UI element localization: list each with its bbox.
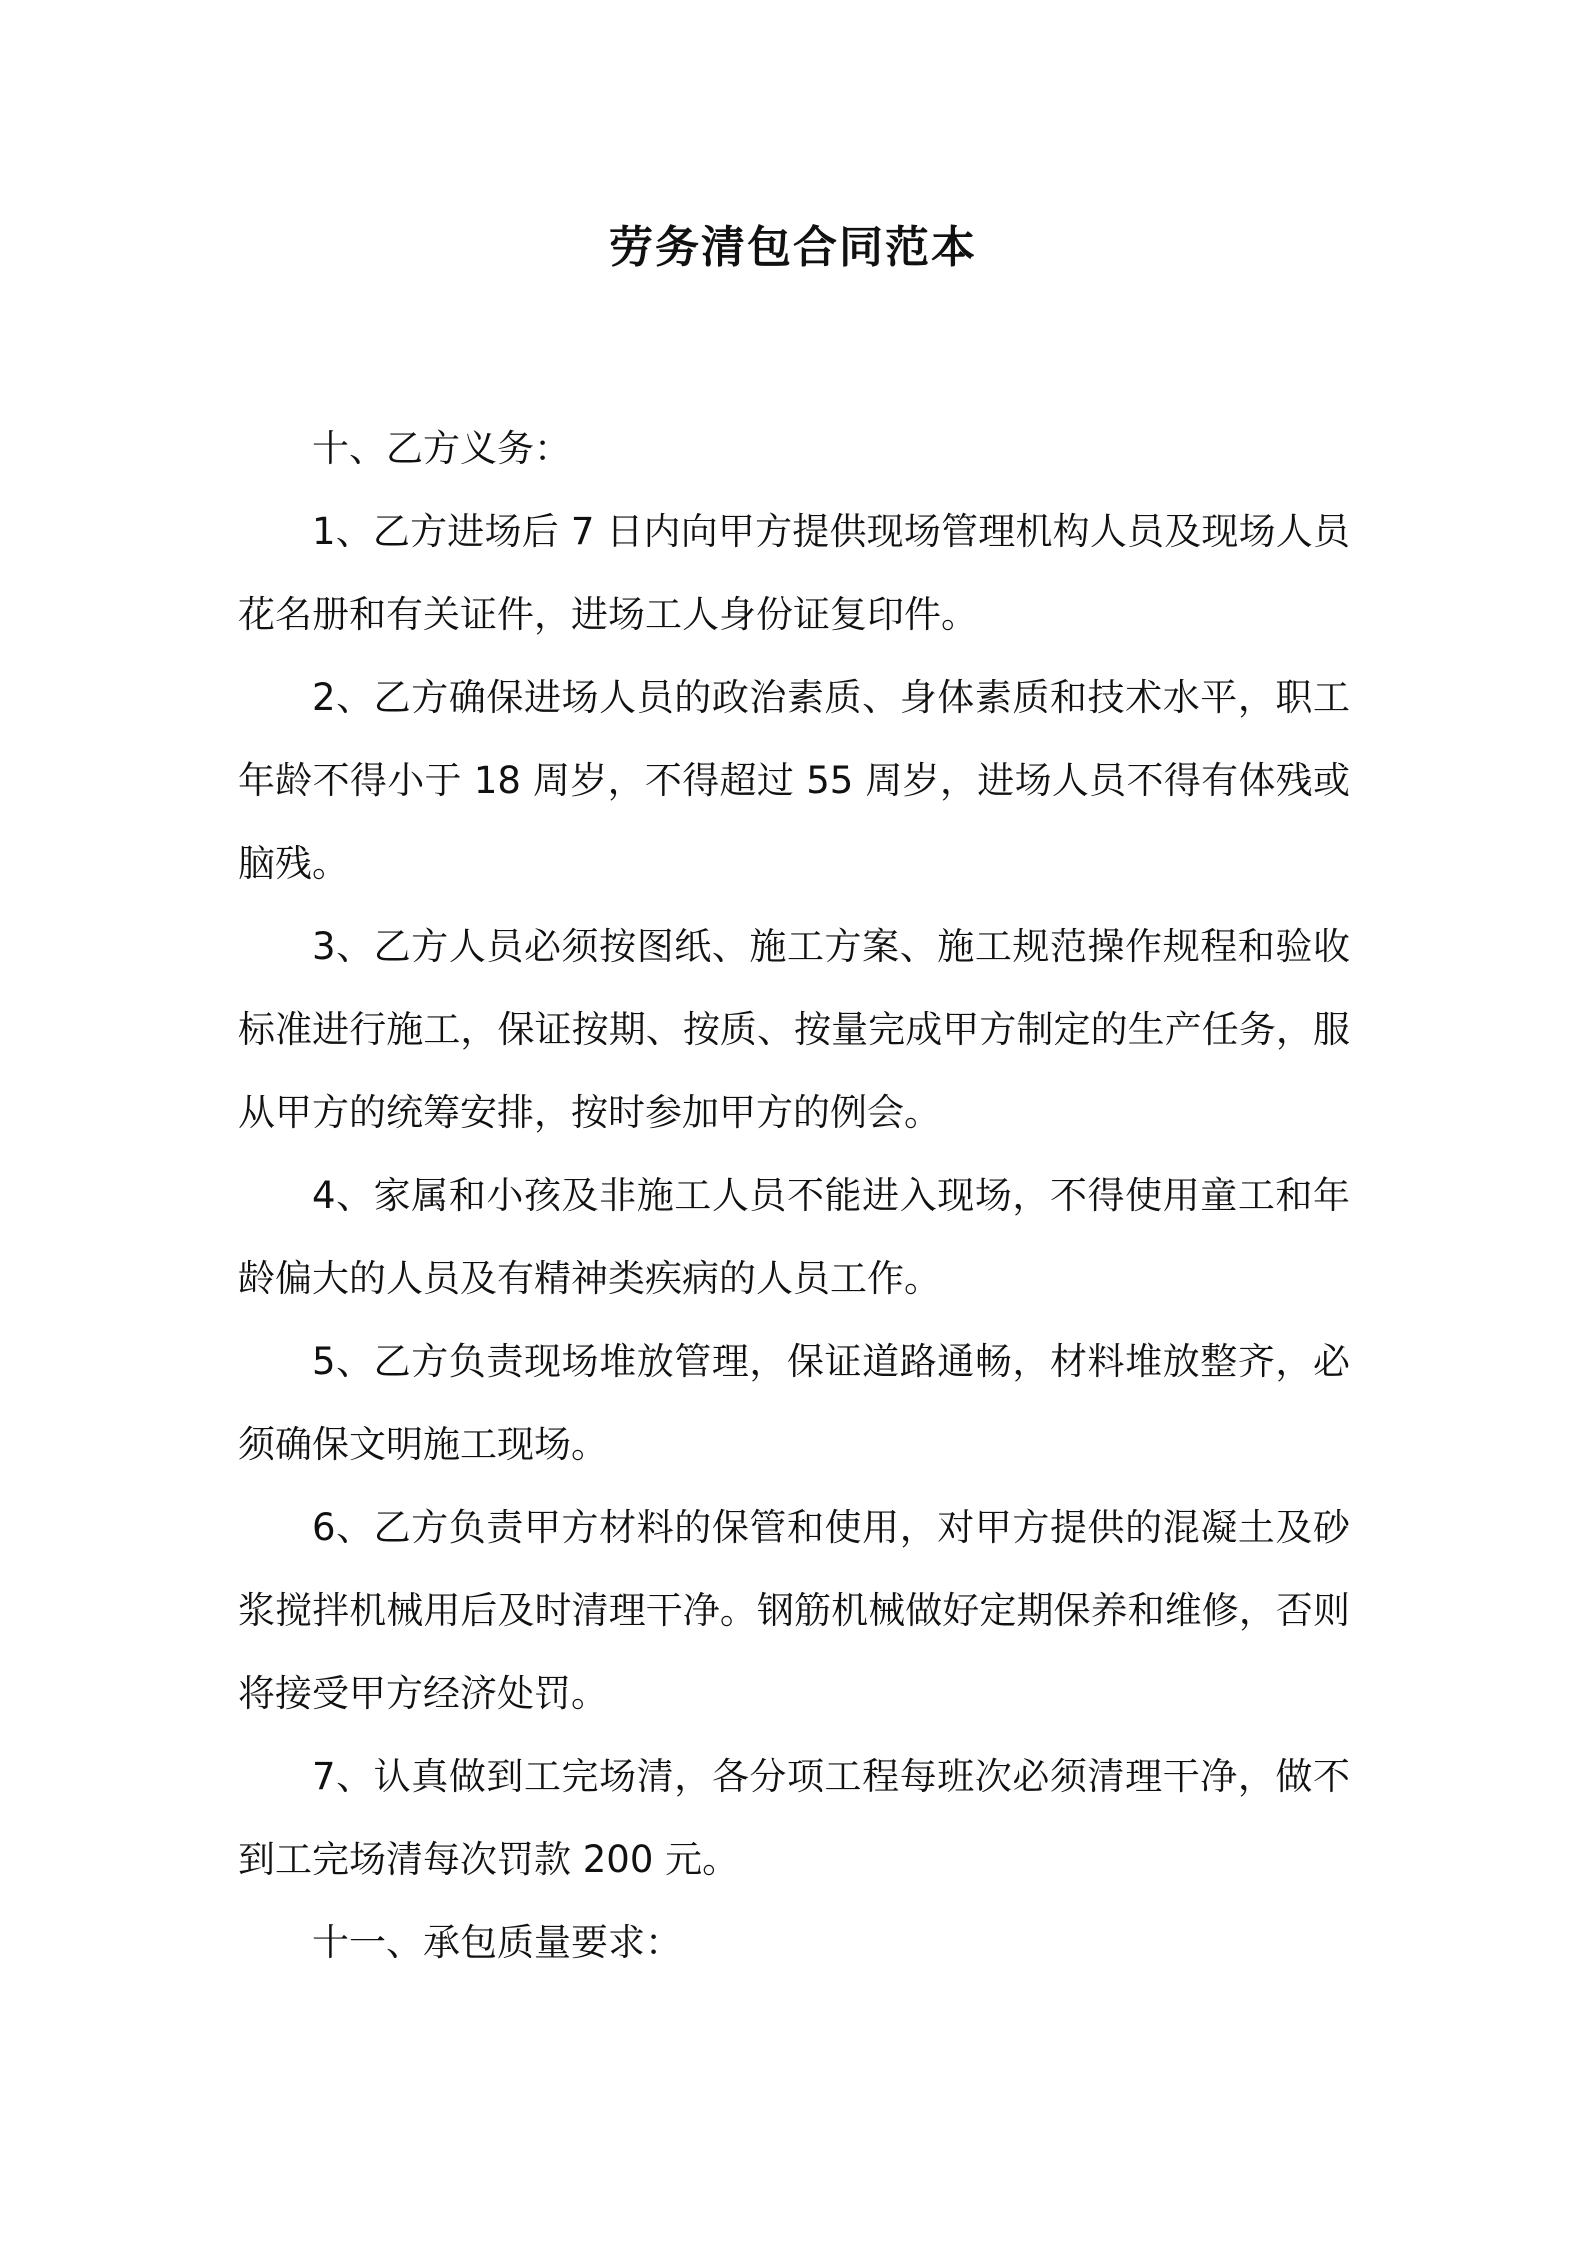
document-body	[238, 407, 1350, 1984]
clause-paragraph: 6、乙方负责甲方材料的保管和使用，对甲方提供的混凝土及砂浆搅拌机械用后及时清理干净。钢筋机械做好定期保养和维修，否则将接受甲方经济处罚。	[238, 1506, 1350, 1715]
clause-paragraph: 1、乙方进场后 7 日内向甲方提供现场管理机构人员及现场人员花名册和有关证件，进场工人身份证复印件。	[238, 510, 1350, 636]
clause-paragraph: 7、认真做到工完场清，各分项工程每班次必须清理干净，做不到工完场清每次罚款 200 元。	[238, 1755, 1350, 1881]
clause-paragraph: 2、乙方确保进场人员的政治素质、身体素质和技术水平，职工年龄不得小于 18 周岁，不得超过 55 周岁，进场人员不得有体残或脑残。	[238, 676, 1350, 885]
clause-paragraph: 4、家属和小孩及非施工人员不能进入现场，不得使用童工和年龄偏大的人员及有精神类疾病的人员工作。	[238, 1174, 1350, 1300]
section-heading: 十一、承包质量要求：	[312, 1921, 682, 1964]
clause-paragraph: 3、乙方人员必须按图纸、施工方案、施工规范操作规程和验收标准进行施工，保证按期、按质、按量完成甲方制定的生产任务，服从甲方的统筹安排，按时参加甲方的例会。	[238, 925, 1350, 1134]
section-heading: 十、乙方义务：	[312, 427, 571, 470]
clause-paragraph: 5、乙方负责现场堆放管理，保证道路通畅，材料堆放整齐，必须确保文明施工现场。	[238, 1340, 1350, 1466]
document-title: 劳务清包合同范本	[609, 222, 977, 273]
